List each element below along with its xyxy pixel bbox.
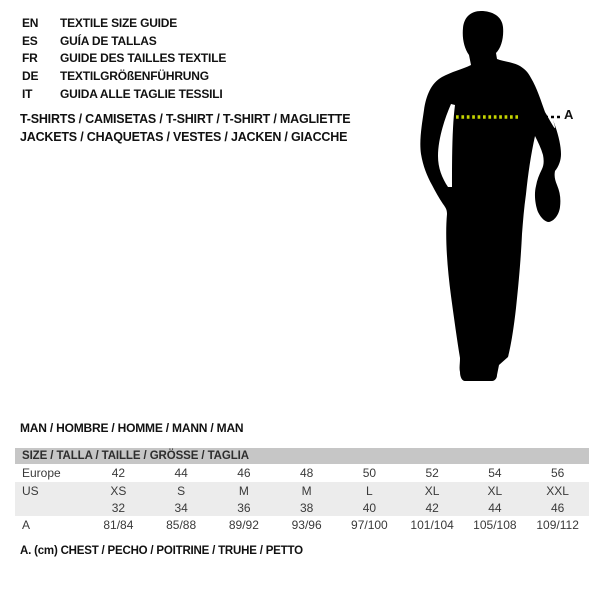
- table-cell: XL: [424, 483, 440, 498]
- table-cell: 89/92: [228, 518, 259, 532]
- table-cell: 93/96: [291, 518, 322, 532]
- table-row-europe: [15, 464, 589, 482]
- language-title: GUIDE DES TAILLES TEXTILE: [60, 51, 227, 66]
- table-row-us-numeric: [15, 499, 589, 516]
- language-code: FR: [22, 51, 38, 66]
- table-cell: 81/84: [103, 518, 134, 532]
- table-cell: 36: [237, 500, 251, 515]
- table-cell: 105/108: [473, 518, 517, 532]
- list-item: [22, 85, 226, 103]
- table-cell: XL: [487, 483, 503, 498]
- table-cell: 44: [488, 500, 502, 515]
- language-code: EN: [22, 15, 39, 30]
- table-row-us: [15, 482, 589, 499]
- language-title: TEXTILE SIZE GUIDE: [60, 15, 178, 30]
- language-title: TEXTILGRÖßENFÜHRUNG: [60, 68, 209, 83]
- row-label: US: [22, 483, 39, 498]
- garment-line-jackets: JACKETS / CHAQUETAS / VESTES / JACKEN / GIACCHE: [20, 129, 348, 144]
- language-title: GUÍA DE TALLAS: [60, 33, 157, 48]
- table-cell: M: [301, 483, 312, 498]
- language-code: ES: [22, 33, 38, 48]
- table-cell: 42: [425, 500, 439, 515]
- table-cell: S: [177, 483, 186, 498]
- table-cell: 56: [550, 466, 565, 480]
- size-table-header: SIZE / TALLA / TAILLE / GRÖSSE / TAGLIA: [15, 448, 589, 464]
- garment-types: [20, 111, 350, 146]
- size-table: [15, 448, 589, 534]
- table-cell: 46: [550, 500, 565, 515]
- table-cell: 48: [299, 466, 314, 480]
- table-cell: 40: [362, 500, 377, 515]
- table-cell: 46: [237, 466, 251, 480]
- table-cell: XXL: [546, 483, 569, 498]
- table-cell: 42: [111, 466, 126, 480]
- section-heading-man: MAN / HOMBRE / HOMME / MANN / MAN: [20, 421, 244, 435]
- language-code: DE: [22, 68, 39, 83]
- row-label: Europe: [22, 466, 61, 480]
- table-cell: 34: [174, 500, 188, 515]
- table-cell: L: [366, 483, 373, 498]
- man-silhouette-figure: [418, 8, 568, 388]
- table-cell: XS: [110, 483, 127, 498]
- list-item: [22, 49, 226, 67]
- table-cell: 109/112: [536, 518, 579, 532]
- table-cell: 54: [488, 466, 502, 480]
- table-cell: 44: [174, 466, 188, 480]
- man-silhouette: [420, 11, 561, 381]
- list-item: [22, 32, 226, 50]
- table-cell: 97/100: [351, 518, 388, 532]
- language-title: GUIDA ALLE TAGLIE TESSILI: [60, 86, 223, 101]
- table-cell: 101/104: [410, 518, 454, 532]
- list-item: [22, 67, 226, 85]
- table-cell: 50: [362, 466, 377, 480]
- table-cell: 85/88: [166, 518, 197, 532]
- list-item: [22, 14, 226, 32]
- table-cell: 32: [111, 500, 126, 515]
- measurement-label-a: A: [564, 107, 574, 122]
- language-guide-list: [22, 14, 226, 102]
- table-row-chest-a: [15, 516, 589, 534]
- measurement-footnote: A. (cm) CHEST / PECHO / POITRINE / TRUHE / PETTO: [20, 545, 303, 557]
- table-cell: 52: [425, 466, 439, 480]
- language-code: IT: [22, 86, 33, 101]
- row-label: A: [22, 518, 31, 532]
- table-cell: M: [238, 483, 249, 498]
- garment-line-tshirts: T-SHIRTS / CAMISETAS / T-SHIRT / T-SHIRT / MAGLIETTE: [20, 112, 351, 126]
- table-cell: 38: [299, 500, 314, 515]
